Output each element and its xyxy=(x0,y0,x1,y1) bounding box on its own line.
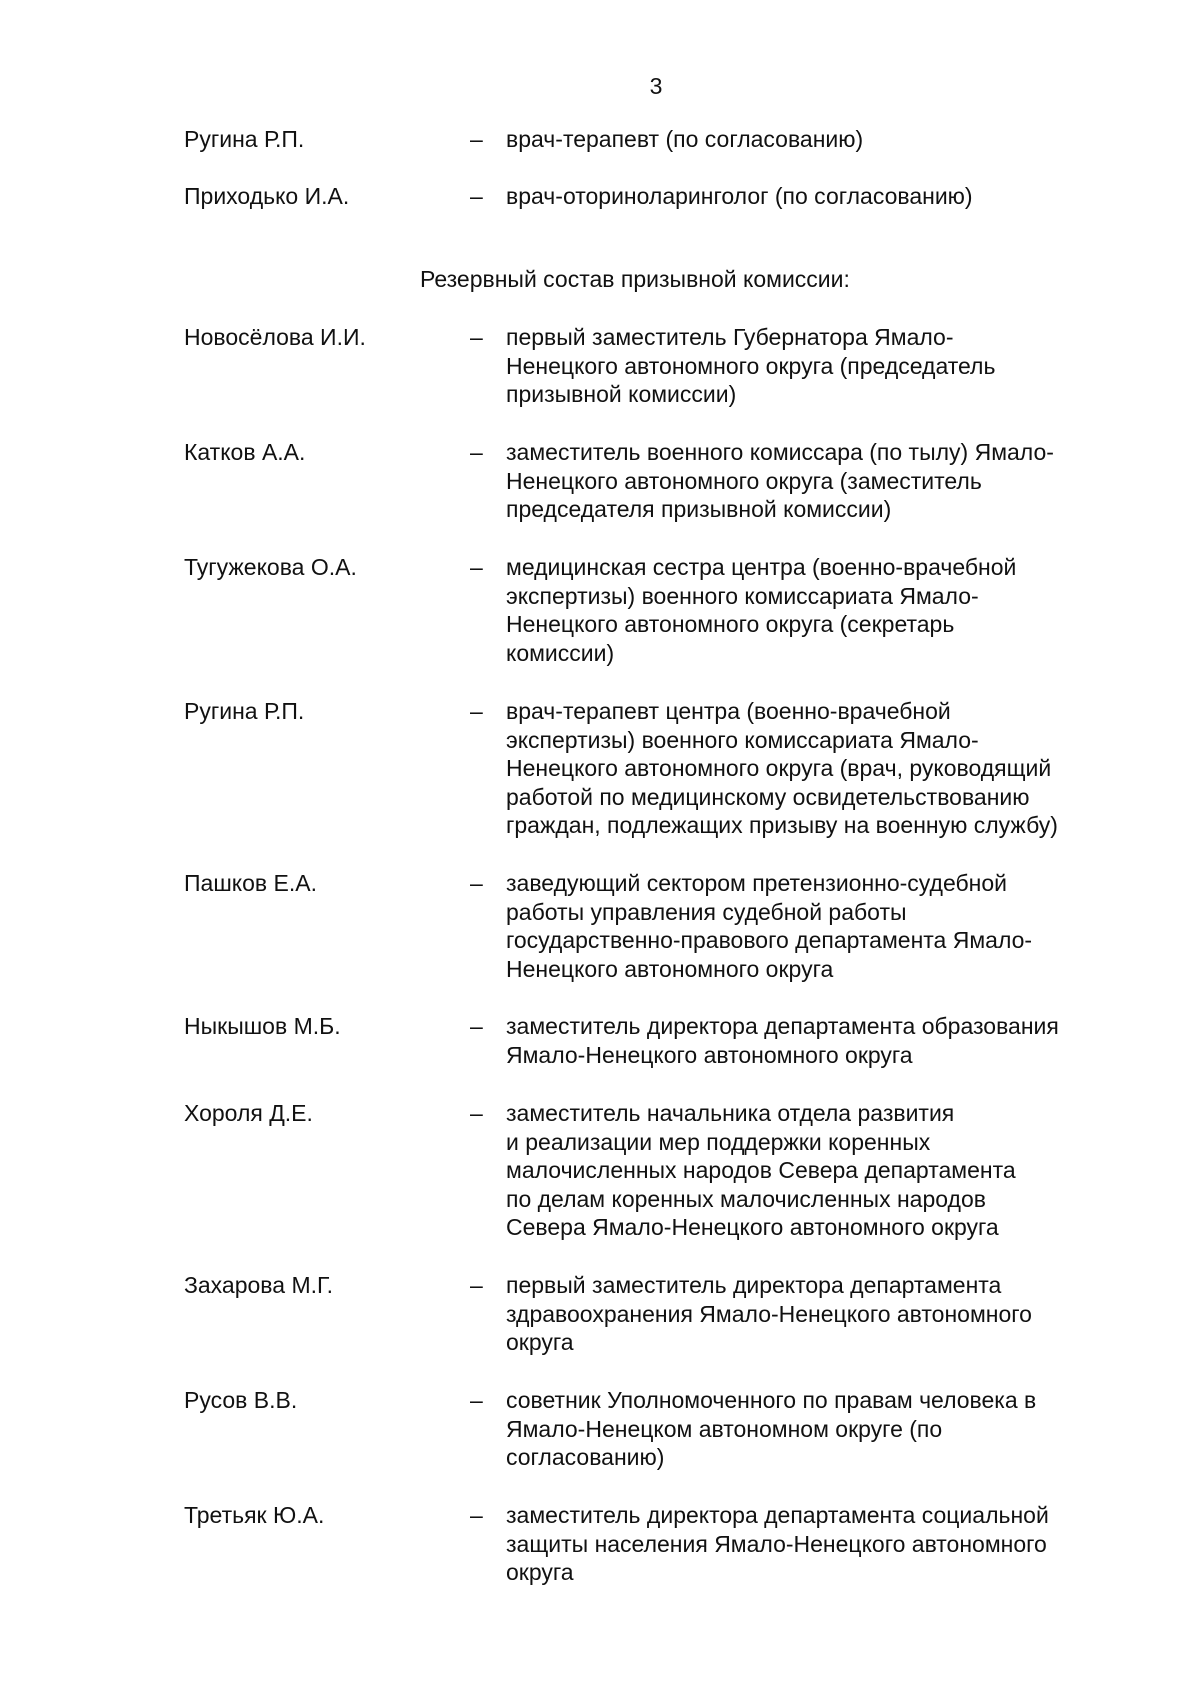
position-line: экспертизы) военного комиссариата Ямало- xyxy=(506,582,979,609)
position-line: заместитель начальника отдела развития xyxy=(506,1100,955,1126)
member-name: Катков А.А. xyxy=(184,439,306,465)
position-line: граждан, подлежащих призыву на военную службу) xyxy=(506,812,1058,839)
member-position xyxy=(506,1012,1162,1069)
position-line: заместитель директора департамента образования xyxy=(506,1013,1059,1039)
dash-separator: – xyxy=(470,183,483,209)
position-line: советник Уполномоченного по правам человека в xyxy=(506,1387,1037,1413)
position-line: Ямало-Ненецком автономном округе (по xyxy=(506,1415,943,1442)
section-heading: Резервный состав призывной комиссии: xyxy=(420,266,850,292)
dash-separator: – xyxy=(470,126,483,152)
position-line: по делам коренных малочисленных народов xyxy=(506,1185,986,1212)
position-line: Ненецкого автономного округа (врач, руководящий xyxy=(506,755,1052,782)
member-name: Третьяк Ю.А. xyxy=(184,1502,325,1528)
position-line: первый заместитель Губернатора Ямало- xyxy=(506,324,954,350)
position-line: первый заместитель директора департамента xyxy=(506,1272,1002,1298)
position-line: защиты населения Ямало-Ненецкого автономного xyxy=(506,1530,1047,1557)
position-line: председателя призывной комиссии) xyxy=(506,496,892,523)
position-line: заместитель директора департамента социальной xyxy=(506,1502,1049,1528)
dash-separator: – xyxy=(470,554,483,580)
position-line: Ямало-Ненецкого автономного округа xyxy=(506,1041,913,1068)
member-name: Приходько И.А. xyxy=(184,183,350,209)
position-line: медицинская сестра центра (военно-врачебной xyxy=(506,554,1017,580)
member-name: Хороля Д.Е. xyxy=(184,1100,313,1126)
position-line: Ненецкого автономного округа (заместитель xyxy=(506,467,982,494)
dash-separator: – xyxy=(470,439,483,465)
position-line: заведующий сектором претензионно-судебной xyxy=(506,870,1008,896)
member-position xyxy=(506,323,1162,409)
member-position xyxy=(506,869,1162,983)
position-line: Ненецкого автономного округа (секретарь xyxy=(506,611,955,638)
position-line: и реализации мер поддержки коренных xyxy=(506,1128,931,1155)
member-position xyxy=(506,1271,1162,1357)
member-name: Русов В.В. xyxy=(184,1387,298,1413)
position-line: Ненецкого автономного округа (председатель xyxy=(506,352,996,379)
position-line: врач-оториноларинголог (по согласованию) xyxy=(506,183,973,209)
dash-separator: – xyxy=(470,1013,483,1039)
dash-separator: – xyxy=(470,1502,483,1528)
member-position xyxy=(506,1099,1162,1242)
member-position xyxy=(506,1501,1162,1587)
position-line: округа xyxy=(506,1329,574,1356)
position-line: малочисленных народов Севера департамента xyxy=(506,1157,1016,1184)
member-name: Захарова М.Г. xyxy=(184,1272,334,1298)
position-line: работы управления судебной работы xyxy=(506,898,907,925)
position-line: призывной комиссии) xyxy=(506,381,737,408)
position-line: врач-терапевт центра (военно-врачебной xyxy=(506,698,951,724)
position-line: экспертизы) военного комиссариата Ямало- xyxy=(506,726,979,753)
dash-separator: – xyxy=(470,1387,483,1413)
position-line: здравоохранения Ямало-Ненецкого автономного xyxy=(506,1300,1032,1327)
member-name: Ругина Р.П. xyxy=(184,698,305,724)
position-line: работой по медицинскому освидетельствованию xyxy=(506,783,1030,810)
member-position xyxy=(506,125,1162,154)
member-position xyxy=(506,438,1162,524)
position-line: врач-терапевт (по согласованию) xyxy=(506,126,864,152)
position-line: округа xyxy=(506,1559,574,1586)
member-name: Ругина Р.П. xyxy=(184,126,305,152)
dash-separator: – xyxy=(470,698,483,724)
page-number: 3 xyxy=(649,73,663,99)
position-line: заместитель военного комиссара (по тылу) Ямало- xyxy=(506,439,1054,465)
position-line: согласованию) xyxy=(506,1444,665,1471)
position-line: государственно-правового департамента Ямало- xyxy=(506,927,1033,954)
member-name: Пашков Е.А. xyxy=(184,870,317,896)
position-line: комиссии) xyxy=(506,639,615,666)
dash-separator: – xyxy=(470,870,483,896)
dash-separator: – xyxy=(470,1272,483,1298)
member-name: Тугужекова О.А. xyxy=(184,554,357,580)
member-position xyxy=(506,1386,1162,1472)
position-line: Ненецкого автономного округа xyxy=(506,955,834,982)
member-position xyxy=(506,697,1162,840)
dash-separator: – xyxy=(470,324,483,350)
member-position xyxy=(506,182,1162,211)
member-name: Ныкышов М.Б. xyxy=(184,1013,341,1039)
position-line: Севера Ямало-Ненецкого автономного округа xyxy=(506,1214,999,1241)
member-position xyxy=(506,553,1162,667)
dash-separator: – xyxy=(470,1100,483,1126)
member-name: Новосёлова И.И. xyxy=(184,324,366,350)
